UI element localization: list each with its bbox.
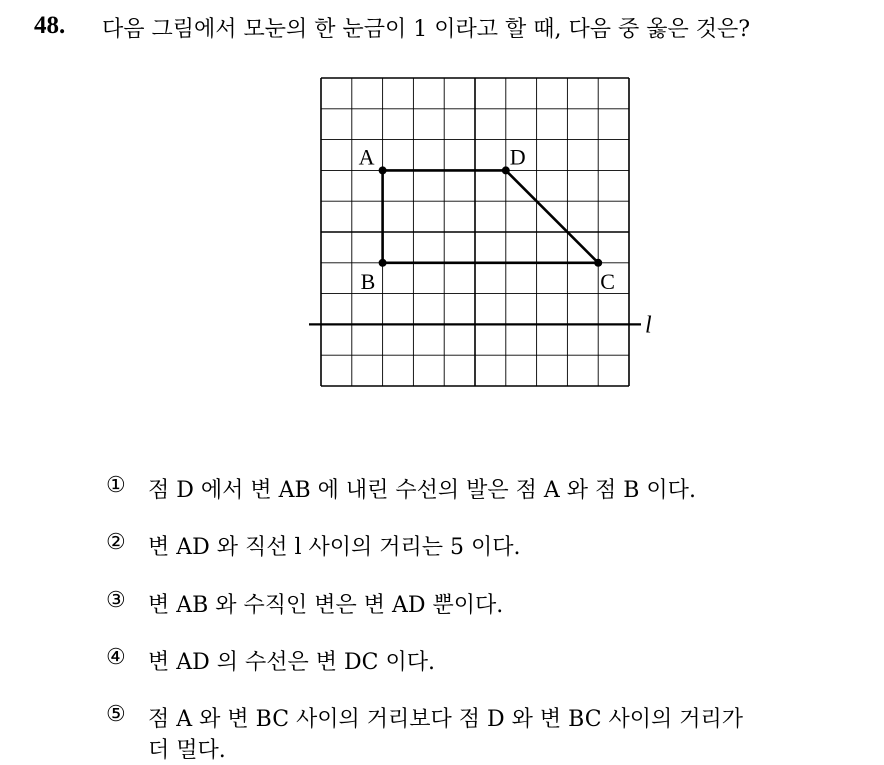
choice-4-mark: ④ bbox=[106, 645, 126, 670]
point-d bbox=[502, 166, 510, 174]
point-a bbox=[379, 166, 387, 174]
choice-1-text: 점 D 에서 변 AB 에 내린 수선의 발은 점 A 와 점 B 이다. bbox=[148, 478, 696, 503]
question-number: 48. bbox=[34, 12, 66, 39]
choice-5-text-cont: 더 멀다. bbox=[148, 738, 226, 763]
point-c bbox=[594, 259, 602, 267]
choice-2-mark: ② bbox=[106, 530, 126, 555]
choice-2-text: 변 AD 와 직선 l 사이의 거리는 5 이다. bbox=[148, 535, 521, 560]
grid-figure bbox=[300, 70, 670, 400]
choice-4-text: 변 AD 의 수선은 변 DC 이다. bbox=[148, 650, 435, 675]
choice-5-text: 점 A 와 변 BC 사이의 거리보다 점 D 와 변 BC 사이의 거리가 bbox=[148, 707, 744, 732]
question-text: 다음 그림에서 모눈의 한 눈금이 1 이라고 할 때, 다음 중 옳은 것은? bbox=[102, 17, 751, 42]
choice-3[interactable] bbox=[106, 588, 503, 619]
point-b bbox=[379, 259, 387, 267]
trapezoid-abcd bbox=[383, 170, 599, 262]
point-c-label: C bbox=[600, 268, 615, 294]
choice-4[interactable] bbox=[106, 645, 435, 676]
choice-3-mark: ③ bbox=[106, 588, 126, 613]
choice-1[interactable] bbox=[106, 473, 696, 504]
point-b-label: B bbox=[360, 268, 376, 294]
grid-lines bbox=[321, 78, 629, 386]
choice-2[interactable] bbox=[106, 530, 521, 561]
point-a-label: A bbox=[358, 144, 375, 170]
choice-5[interactable] bbox=[106, 702, 743, 733]
choice-5-mark: ⑤ bbox=[106, 702, 126, 727]
choice-3-text: 변 AB 와 수직인 변은 변 AD 뿐이다. bbox=[148, 593, 504, 618]
choice-1-mark: ① bbox=[106, 473, 126, 498]
point-d-label: D bbox=[509, 144, 526, 170]
line-l-label: l bbox=[645, 312, 652, 339]
